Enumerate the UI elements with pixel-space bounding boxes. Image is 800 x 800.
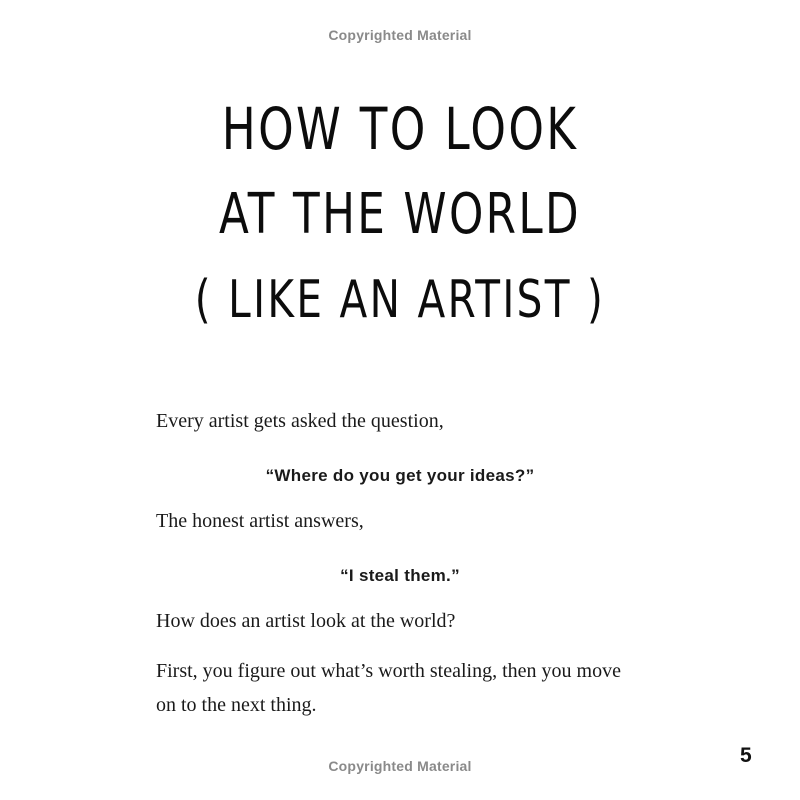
copyright-header: Copyrighted Material (328, 27, 472, 43)
paragraph-first: First, you figure out what’s worth stealing, then you move on to the next thing. (156, 660, 621, 716)
page-number: 5 (740, 744, 752, 767)
chapter-title (0, 95, 800, 361)
quote-steal: “I steal them.” (340, 566, 460, 585)
title-line-1: HOW TO LOOK (221, 95, 579, 163)
paragraph-answer: The honest artist answers, (156, 510, 364, 532)
title-line-3: ( LIKE AN ARTIST ) (194, 270, 606, 330)
quote-ideas: “Where do you get your ideas?” (265, 466, 535, 485)
paragraph-question: Every artist gets asked the question, (156, 410, 444, 432)
title-line-2: AT THE WORLD (218, 182, 582, 247)
paragraph-look: How does an artist look at the world? (156, 610, 456, 632)
copyright-footer: Copyrighted Material (328, 758, 472, 774)
